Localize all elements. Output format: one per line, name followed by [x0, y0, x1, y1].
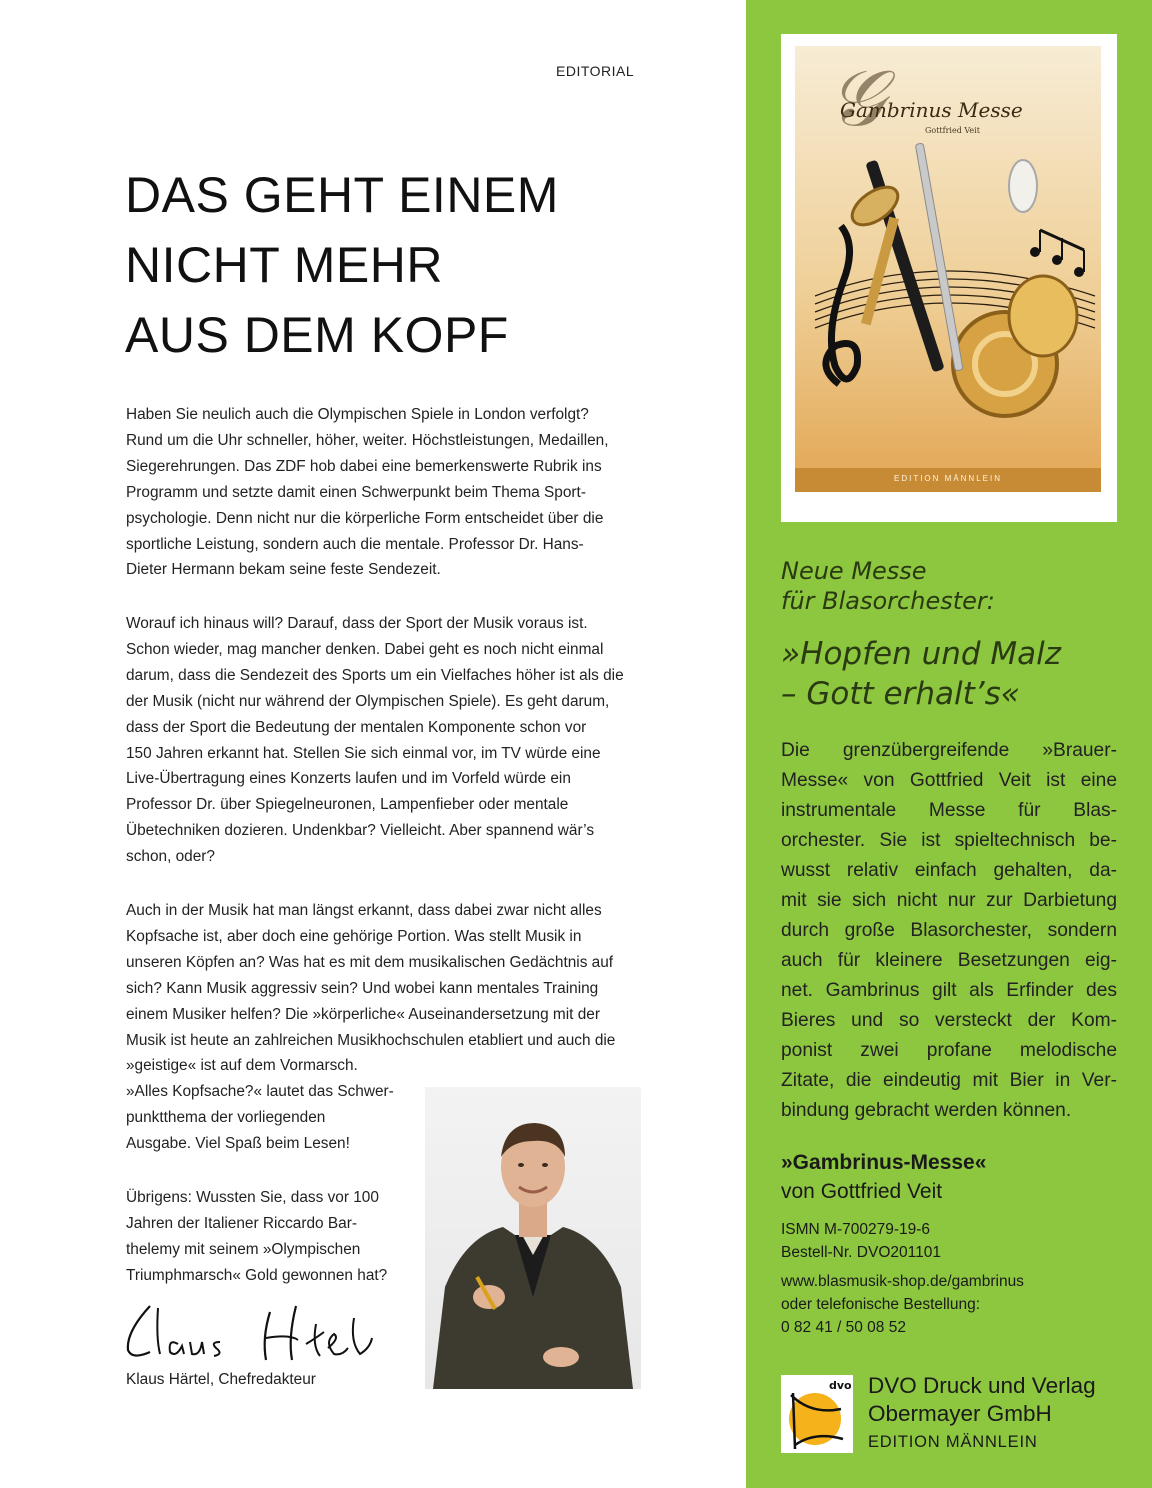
cd-cover [795, 46, 1101, 492]
text-line: Schon wieder, mag mancher denken. Dabei geht es noch nicht einmal [126, 640, 604, 658]
text-line: Programm und setzte damit einen Schwerpunkt beim Thema Sport- [126, 483, 586, 501]
text-line: Auch in der Musik hat man längst erkannt, dass dabei zwar nicht alles [126, 902, 602, 919]
text-line: Musik ist heute an zahlreichen Musikhochschulen etabliert und auch die [126, 1031, 616, 1049]
phone-label: oder telefonische Bestellung: [781, 1296, 981, 1313]
author-photo [425, 1087, 641, 1389]
text-line: Bieres und so versteckt der Kom- [781, 1010, 1117, 1031]
text-line: schon, oder? [126, 848, 215, 866]
product-title: »Gambrinus-Messe« [781, 1151, 987, 1174]
headline-line: NICHT MEHR [125, 237, 443, 293]
text-line: psychologie. Denn nicht nur die körperliche Form entscheidet über die [126, 509, 604, 527]
text-line: auch für kleinere Besetzungen eig- [781, 950, 1117, 971]
subhead-line: Neue Messe [781, 557, 927, 585]
text-line: Zitate, die eindeutig mit Bier in Ver- [781, 1070, 1117, 1091]
text-line: punktthema der vorliegenden [126, 1109, 326, 1127]
text-line: »geistige« ist auf dem Vormarsch. [126, 1057, 358, 1075]
publisher-line: DVO Druck und Verlag [868, 1373, 1096, 1398]
signer-caption: Klaus Härtel, Chefredakteur [126, 1371, 316, 1388]
dvo-logo-icon [781, 1375, 853, 1453]
phone-number: 0 82 41 / 50 08 52 [781, 1319, 906, 1336]
publisher-logo [781, 1375, 853, 1453]
text-line: Siegerehrungen. Das ZDF hob dabei eine bemerkenswerte Rubrik ins [126, 457, 602, 475]
text-line: sportliche Leistung, sondern auch die mentale. Professor Dr. Hans- [126, 535, 584, 553]
shop-url-link[interactable]: www.blasmusik-shop.de/gambrinus [781, 1273, 1024, 1290]
text-line: sich? Kann Musik aggressiv sein? Und wobei kann mentales Training [126, 979, 599, 997]
cover-initial-glyph: 𝒢 [829, 54, 885, 144]
paragraph-2 [126, 611, 646, 870]
text-line: bindung gebracht werden können. [781, 1100, 1072, 1121]
text-line: Professor Dr. über Spiegelneuronen, Lampenfieber oder mentale [126, 796, 569, 814]
text-line: Dieter Hermann bekam seine feste Sendezeit. [126, 561, 441, 579]
text-line: 150 Jahren erkannt hat. Stellen Sie sich einmal vor, im TV würde eine [126, 744, 601, 762]
text-line: unseren Köpfen an? Was hat es mit dem musikalischen Gedächtnis auf [126, 953, 614, 971]
text-line: Jahren der Italiener Riccardo Bar- [126, 1214, 357, 1232]
ismn: ISMN M-700279-19-6 [781, 1221, 931, 1238]
edition-label: EDITION MÄNNLEIN [868, 1433, 1038, 1451]
text-line: wusst relativ einfach gehalten, da- [781, 860, 1117, 881]
text-line: Haben Sie neulich auch die Olympischen Spiele in London verfolgt? [126, 406, 589, 423]
order-info [781, 1218, 941, 1264]
text-line: durch große Blasorchester, sondern [781, 920, 1117, 941]
headline-line: AUS DEM KOPF [125, 307, 509, 363]
text-line: Die grenzübergreifende »Brauer- [781, 740, 1117, 761]
headline-line: DAS GEHT EINEM [125, 167, 559, 223]
quote-title-line: – Gott erhalt’s« [781, 676, 1020, 712]
cover-title: Gambrinus Messe [840, 98, 1023, 122]
text-line: Rund um die Uhr schneller, höher, weiter. Höchstleistungen, Medaillen, [126, 431, 609, 449]
ad-subhead [781, 556, 995, 616]
text-line: net. Gambrinus gilt als Erfinder des [781, 980, 1117, 1001]
logo-text: dvo [829, 1379, 852, 1392]
text-line: Triumphmarsch« Gold gewonnen hat? [126, 1266, 388, 1284]
cover-edition: EDITION MÄNNLEIN [893, 474, 1002, 483]
text-line: Worauf ich hinaus will? Darauf, dass der Sport der Musik voraus ist. [126, 615, 588, 632]
text-line: der Musik (nicht nur während der Olympischen Spiele). Es geht darum, [126, 692, 610, 710]
product-author: von Gottfried Veit [781, 1180, 943, 1203]
publisher-name [868, 1372, 1096, 1428]
text-line: instrumentale Messe für Blas- [781, 800, 1117, 821]
text-line: dass der Sport die Bedeutung der mentalen Komponente schon vor [126, 718, 587, 736]
order-contact [781, 1270, 1024, 1339]
portrait-illustration [425, 1087, 641, 1389]
paragraph-1 [126, 402, 646, 583]
text-line: darum, dass die Sendezeit des Sports um ein Vielfaches höher ist als die [126, 666, 624, 684]
cover-author: Gottfried Veit [925, 126, 980, 135]
headline [125, 160, 685, 370]
text-line: Live-Übertragung eines Konzerts laufen und im Vorfeld würde ein [126, 770, 571, 788]
text-line: einem Musiker helfen? Die »körperliche« Auseinandersetzung mit der [126, 1005, 600, 1023]
signature [120, 1298, 390, 1366]
ad-quote-title [781, 634, 1061, 714]
text-line: mit sie sich nicht nur zur Darbietung [781, 890, 1117, 911]
text-line: orchester. Sie ist spieltechnisch be- [781, 830, 1117, 851]
text-line: »Alles Kopfsache?« lautet das Schwer- [126, 1083, 394, 1101]
text-line: ponist zwei profane melodische [781, 1040, 1117, 1061]
quote-title-line: »Hopfen und Malz [781, 636, 1062, 672]
ad-body-text [781, 736, 1117, 1126]
text-line: Ausgabe. Viel Spaß beim Lesen! [126, 1135, 350, 1153]
text-line: Übrigens: Wussten Sie, dass vor 100 [126, 1189, 379, 1206]
text-line: Kopfsache ist, aber doch eine gehörige Portion. Was stellt Musik in [126, 927, 582, 945]
text-line: thelemy mit seinem »Olympischen [126, 1240, 361, 1258]
text-line: Übetechniken dozieren. Undenkbar? Vielleicht. Aber spannend wär’s [126, 822, 595, 840]
order-number: Bestell-Nr. DVO201101 [781, 1244, 941, 1261]
subhead-line: für Blasorchester: [781, 587, 995, 615]
section-label: EDITORIAL [556, 63, 635, 79]
publisher-line: Obermayer GmbH [868, 1401, 1052, 1426]
text-line: Messe« von Gottfried Veit ist eine [781, 770, 1117, 791]
